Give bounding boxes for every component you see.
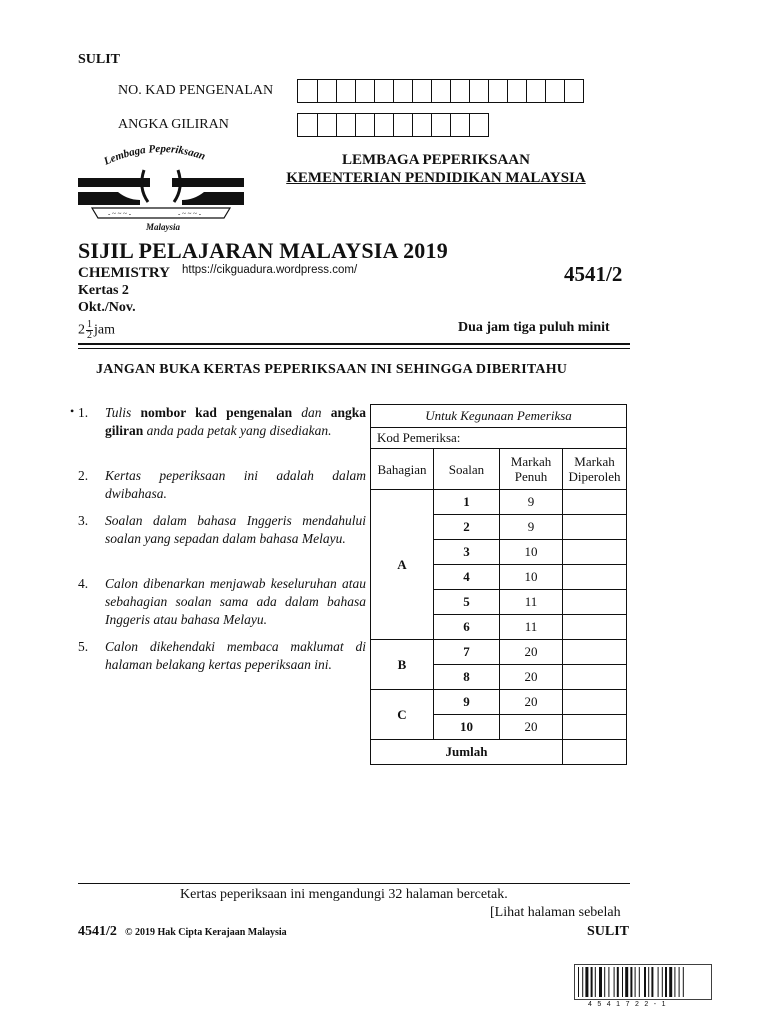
col-header-soalan: Soalan [434, 449, 500, 490]
total-mark-cell[interactable] [563, 740, 627, 765]
instruction-1-text-a: Tulis [105, 405, 141, 420]
id-digit-box[interactable] [412, 80, 431, 102]
source-url: https://cikguadura.wordpress.com/ [182, 264, 358, 276]
id-digit-box[interactable] [355, 80, 374, 102]
org-line-2: KEMENTERIAN PENDIDIKAN MALAYSIA [286, 170, 586, 186]
total-row [371, 740, 627, 765]
page-count-note: Kertas peperiksaan ini mengandungi 32 halaman bercetak. [180, 887, 508, 902]
id-digit-box[interactable] [469, 80, 488, 102]
sulit-bottom-label: SULIT [587, 924, 630, 939]
full-mark: 11 [500, 590, 563, 615]
id-digit-box[interactable] [545, 80, 564, 102]
instruction-2-number: 2. [78, 468, 89, 483]
obtained-mark-cell[interactable] [563, 590, 627, 615]
full-mark: 20 [500, 715, 563, 740]
index-digit-box[interactable] [431, 114, 450, 136]
sulit-top-label: SULIT [78, 52, 121, 67]
paper-code: 4541/2 [564, 262, 623, 286]
full-mark: 9 [500, 490, 563, 515]
table-row [371, 690, 627, 715]
obtained-mark-cell[interactable] [563, 640, 627, 665]
bullet-marker: • [70, 404, 75, 418]
do-not-open-warning: JANGAN BUKA KERTAS PEPERIKSAAN INI SEHINGGA DIBERITAHU [96, 362, 568, 377]
instruction-2-text: Kertas peperiksaan ini adalah dalam dwibahasa. [105, 468, 366, 501]
index-digit-box[interactable] [317, 114, 336, 136]
duration-short [78, 320, 115, 341]
paper-number: Kertas 2 [78, 283, 129, 298]
instruction-4-text: Calon dibenarkan menjawab keseluruhan atau sebahagian soalan sama ada dalam bahasa Inggeris atau bahasa Melayu. [105, 576, 366, 627]
obtained-mark-cell[interactable] [563, 665, 627, 690]
table-row [371, 490, 627, 515]
instruction-5 [78, 638, 366, 674]
divider-bottom [78, 883, 630, 884]
instruction-1-text-d: angka giliran [105, 405, 366, 438]
footer-paper-code: 4541/2 [78, 924, 117, 939]
col-header-markah-penuh [500, 449, 563, 490]
obtained-mark-cell[interactable] [563, 515, 627, 540]
duration-long: Dua jam tiga puluh minit [458, 320, 610, 335]
logo-sub-text: Malaysia [146, 222, 181, 232]
full-mark: 11 [500, 615, 563, 640]
question-number: 1 [434, 490, 500, 515]
full-mark: 20 [500, 665, 563, 690]
index-digit-box[interactable] [393, 114, 412, 136]
instruction-1-number: 1. [78, 405, 89, 420]
instruction-5-text: Calon dikehendaki membaca maklumat di halaman belakang kertas peperiksaan ini. [105, 639, 366, 672]
id-digit-box[interactable] [488, 80, 507, 102]
col-header-markah-penuh-2: Penuh [514, 469, 548, 484]
index-digit-box[interactable] [450, 114, 469, 136]
examiner-code-field[interactable]: Kod Pemeriksa: [371, 428, 627, 449]
exam-board-logo-icon [78, 140, 244, 232]
copyright-note: © 2019 Hak Cipta Kerajaan Malaysia [125, 927, 287, 938]
col-header-markah-diperoleh-2: Diperoleh [568, 469, 621, 484]
id-digit-box[interactable] [317, 80, 336, 102]
col-header-markah-diperoleh [563, 449, 627, 490]
index-digit-box[interactable] [336, 114, 355, 136]
duration-fraction [86, 320, 93, 341]
question-number: 6 [434, 615, 500, 640]
see-next-page-note: [Lihat halaman sebelah [490, 905, 621, 920]
obtained-mark-cell[interactable] [563, 540, 627, 565]
obtained-mark-cell[interactable] [563, 615, 627, 640]
svg-text:- ~ ~ ~ -: - ~ ~ ~ - [178, 210, 202, 218]
instruction-1-text-e: anda pada petak yang disediakan. [143, 423, 332, 438]
duration-denominator: 2 [87, 330, 92, 341]
id-digit-box[interactable] [298, 80, 317, 102]
full-mark: 10 [500, 540, 563, 565]
barcode-icon [574, 964, 712, 1000]
section-a: A [371, 490, 434, 640]
obtained-mark-cell[interactable] [563, 690, 627, 715]
id-digit-box[interactable] [507, 80, 526, 102]
instruction-2 [78, 467, 366, 503]
col-header-markah-diperoleh-1: Markah [574, 454, 615, 469]
question-number: 5 [434, 590, 500, 615]
org-line-1: LEMBAGA PEPERIKSAAN [342, 152, 530, 168]
question-number: 4 [434, 565, 500, 590]
full-mark: 9 [500, 515, 563, 540]
instruction-3-text: Soalan dalam bahasa Inggeris mendahului soalan yang sepadan dalam bahasa Melayu. [105, 513, 366, 546]
index-digit-box[interactable] [412, 114, 431, 136]
id-digit-box[interactable] [450, 80, 469, 102]
instruction-4 [78, 575, 366, 629]
section-c: C [371, 690, 434, 740]
table-row [371, 640, 627, 665]
instruction-1-text-b: nombor kad pengenalan [140, 405, 293, 420]
question-number: 8 [434, 665, 500, 690]
question-number: 10 [434, 715, 500, 740]
col-header-markah-penuh-1: Markah [510, 454, 552, 469]
divider-top-1 [78, 343, 630, 345]
instruction-5-number: 5. [78, 639, 89, 654]
examiner-table-title: Untuk Kegunaan Pemeriksa [371, 405, 627, 428]
index-digit-box[interactable] [469, 114, 488, 136]
id-digit-box[interactable] [393, 80, 412, 102]
subject-name: CHEMISTRY [78, 265, 170, 281]
exam-session: Okt./Nov. [78, 300, 136, 315]
id-digit-box[interactable] [431, 80, 450, 102]
duration-whole: 2 [78, 322, 85, 338]
question-number: 7 [434, 640, 500, 665]
col-header-bahagian: Bahagian [371, 449, 434, 490]
full-mark: 20 [500, 690, 563, 715]
svg-text:- ~ ~ ~ -: - ~ ~ ~ - [108, 210, 132, 218]
id-number-label: NO. KAD PENGENALAN [118, 83, 274, 98]
obtained-mark-cell[interactable] [563, 490, 627, 515]
obtained-mark-cell[interactable] [563, 715, 627, 740]
exam-title: SIJIL PELAJARAN MALAYSIA 2019 [78, 238, 448, 263]
question-number: 9 [434, 690, 500, 715]
instruction-3-number: 3. [78, 513, 89, 528]
id-digit-box[interactable] [564, 80, 583, 102]
svg-text:Lembaga Peperiksaan [101, 143, 207, 168]
barcode-number: 4541722-1 [588, 1001, 671, 1008]
id-number-boxes[interactable] [297, 79, 584, 103]
instruction-3 [78, 512, 366, 548]
instruction-1-text-c: dan [292, 405, 331, 420]
index-digit-box[interactable] [374, 114, 393, 136]
index-number-boxes[interactable] [297, 113, 489, 137]
id-digit-box[interactable] [374, 80, 393, 102]
index-number-label: ANGKA GILIRAN [118, 117, 229, 132]
index-digit-box[interactable] [298, 114, 317, 136]
instruction-1 [78, 404, 366, 440]
examiner-marks-table [370, 404, 627, 765]
instruction-4-number: 4. [78, 576, 89, 591]
divider-top-2 [78, 348, 630, 349]
index-digit-box[interactable] [355, 114, 374, 136]
question-number: 2 [434, 515, 500, 540]
obtained-mark-cell[interactable] [563, 565, 627, 590]
question-number: 3 [434, 540, 500, 565]
duration-numerator: 1 [87, 319, 92, 330]
total-label: Jumlah [371, 740, 563, 765]
logo-arc-text: Lembaga Peperiksaan [102, 142, 207, 168]
section-b: B [371, 640, 434, 690]
full-mark: 10 [500, 565, 563, 590]
full-mark: 20 [500, 640, 563, 665]
id-digit-box[interactable] [526, 80, 545, 102]
duration-unit: jam [94, 322, 115, 338]
id-digit-box[interactable] [336, 80, 355, 102]
